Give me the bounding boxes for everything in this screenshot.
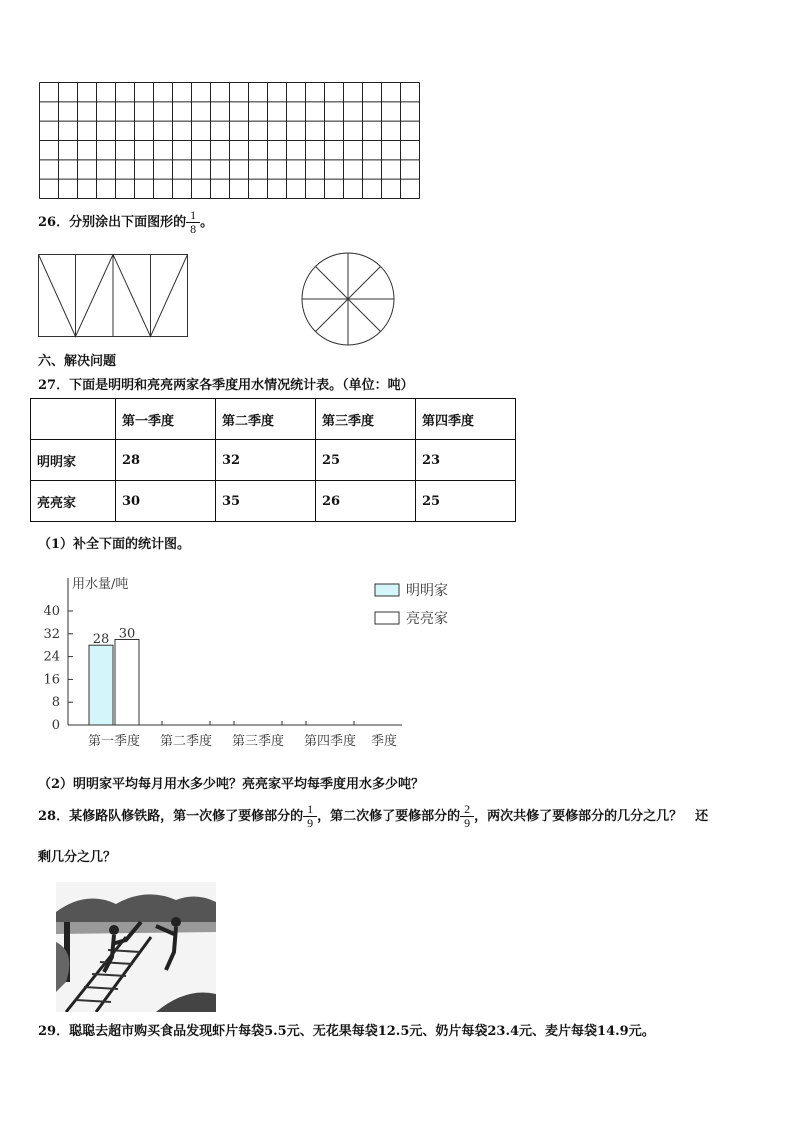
legend-swatch [375,612,399,624]
legend-swatch [375,584,399,596]
railway-workers-illustration [56,882,216,1012]
x-tick-label: 第一季度 [87,734,141,749]
y-tick-label: 0 [51,718,60,733]
data-label: 30 [118,626,136,642]
question-26: 26．分别涂出下面图形的 $\frac{1}{8}$ 。 [38,208,214,236]
legend-label: 明明家 [406,583,448,599]
q28-fraction-2: $\frac{2}{9}$ [462,803,472,830]
sub-question-2: （2）明明家平均每月用水多少吨？亮亮家平均每季度用水多少吨？ [38,777,425,792]
y-tick-label: 32 [43,626,60,642]
y-tick-label: 16 [43,672,60,688]
table-header-row: 第一季度 第二季度 第三季度 第四季度 [31,399,516,440]
y-axis-label: 用水量/吨 [72,577,129,592]
divided-circle [300,251,396,347]
bar-明明家 [89,645,113,725]
q26-fraction: $\frac{1}{8}$ [188,209,198,236]
question-27: 27．下面是明明和亮亮两家各季度用水情况统计表。（单位：吨） [38,378,414,393]
q26-text: 26．分别涂出下面图形的 [38,215,187,230]
x-tick-label: 第三季度 [231,734,285,749]
sub-question-1: （1）补全下面的统计图。 [38,537,191,552]
q28-fraction-1: $\frac{1}{9}$ [305,803,315,830]
bar-亮亮家 [115,640,139,726]
question-28-line2: 剩几分之几？ [38,850,117,865]
question-28: 28．某修路队修铁路，第一次修了要修部分的 $\frac{1}{9}$ ，第二次修了要修部分的 $\frac{2}{9}$ ，两次共修了要修部分的几分之几？ 还 [38,802,709,830]
legend-label: 亮亮家 [406,611,448,627]
y-tick-label: 40 [43,604,60,619]
table-row: 明明家 28 32 25 23 [31,440,516,481]
y-tick-label: 24 [43,649,60,665]
x-axis-label: 季度 [370,734,398,749]
question-29: 29．聪聪去超市购买食品发现虾片每袋5.5元、无花果每袋12.5元、奶片每袋23.4元、麦片每袋14.9元。 [38,1024,655,1039]
zigzag-rectangle [38,254,190,338]
y-tick-label: 8 [51,695,60,711]
data-label: 28 [92,632,110,648]
square-grid [39,82,420,199]
x-tick-label: 第四季度 [303,734,357,749]
section-heading: 六、解决问题 [38,354,117,369]
table-row: 亮亮家 30 35 26 25 [31,481,516,522]
x-tick-label: 第二季度 [159,734,213,749]
water-usage-table [30,398,516,522]
water-usage-bar-chart [30,570,480,750]
